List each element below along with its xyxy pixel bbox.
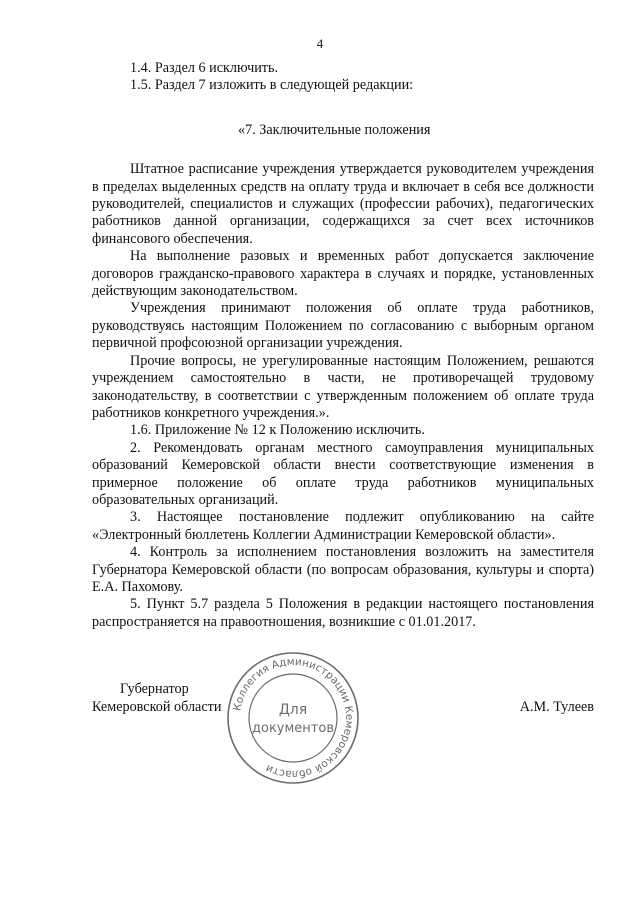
paragraph-temporary-work: На выполнение разовых и временных работ допускается заключение договоров гражданско-правового характера в случаях и порядке, установленных действующим законодательством. xyxy=(92,248,594,300)
paragraph-item-4: 4. Контроль за исполнением постановления возложить на заместителя Губернатора Кемеровской области (по вопросам образования, культуры и спорта) Е.А. Пахомову. xyxy=(92,544,594,595)
paragraph-item-2: 2. Рекомендовать органам местного самоуправления муниципальных образований Кемеровской области внести соответствующие изменения в примерное положение об оплате труда работников муниципальных образовательных организаций. xyxy=(92,439,594,508)
document-body xyxy=(92,60,594,631)
signatory-position-line-2: Кемеровской области xyxy=(92,699,222,715)
page-number: 4 xyxy=(316,36,324,51)
signatory-name: А.М. Тулеев xyxy=(519,699,594,715)
item-1-4: 1.4. Раздел 6 исключить. xyxy=(130,60,279,76)
stamp-ring-text: Коллегия Администрации Кемеровской области xyxy=(231,655,356,781)
paragraph-item-5: 5. Пункт 5.7 раздела 5 Положения в редакции настоящего постановления распространяется на правоотношения, возникшие с 01.01.2017. xyxy=(92,596,594,630)
signatory-position-line-1: Губернатор xyxy=(120,681,189,697)
signature-block xyxy=(92,680,594,780)
paragraph-pay-regulations: Учреждения принимают положения об оплате труда работников, руководствуясь настоящим Положением по согласованию с выборным органом первичной профсоюзной организации учреждения. xyxy=(92,300,594,352)
stamp-center-line-2: документов xyxy=(252,721,334,736)
paragraph-item-3: 3. Настоящее постановление подлежит опубликованию на сайте «Электронный бюллетень Коллегии Администрации Кемеровской области». xyxy=(92,509,594,543)
item-1-5: 1.5. Раздел 7 изложить в следующей редакции: xyxy=(130,77,414,94)
paragraph-other-questions: Прочие вопросы, не урегулированные настоящим Положением, решаются учреждением самостоятельно в части, не противоречащей трудовому законодательству, в соответствии с утвержденным положением об оплате труда работников конкретного учреждения.». xyxy=(92,352,594,421)
paragraph-staff-schedule: Штатное расписание учреждения утверждается руководителем учреждения в пределах выделенных средств на оплату труда и включает в себя все должности руководителей, специалистов и служащих (профессии рабочих), педагогических работников данной организации, содержащихся за счет всех источников финансового обеспечения. xyxy=(92,161,594,247)
paragraph-item-1-6: 1.6. Приложение № 12 к Положению исключить. xyxy=(130,422,425,439)
stamp-center-line-1: Для xyxy=(278,702,308,718)
chapter-title: «7. Заключительные положения xyxy=(238,121,431,138)
